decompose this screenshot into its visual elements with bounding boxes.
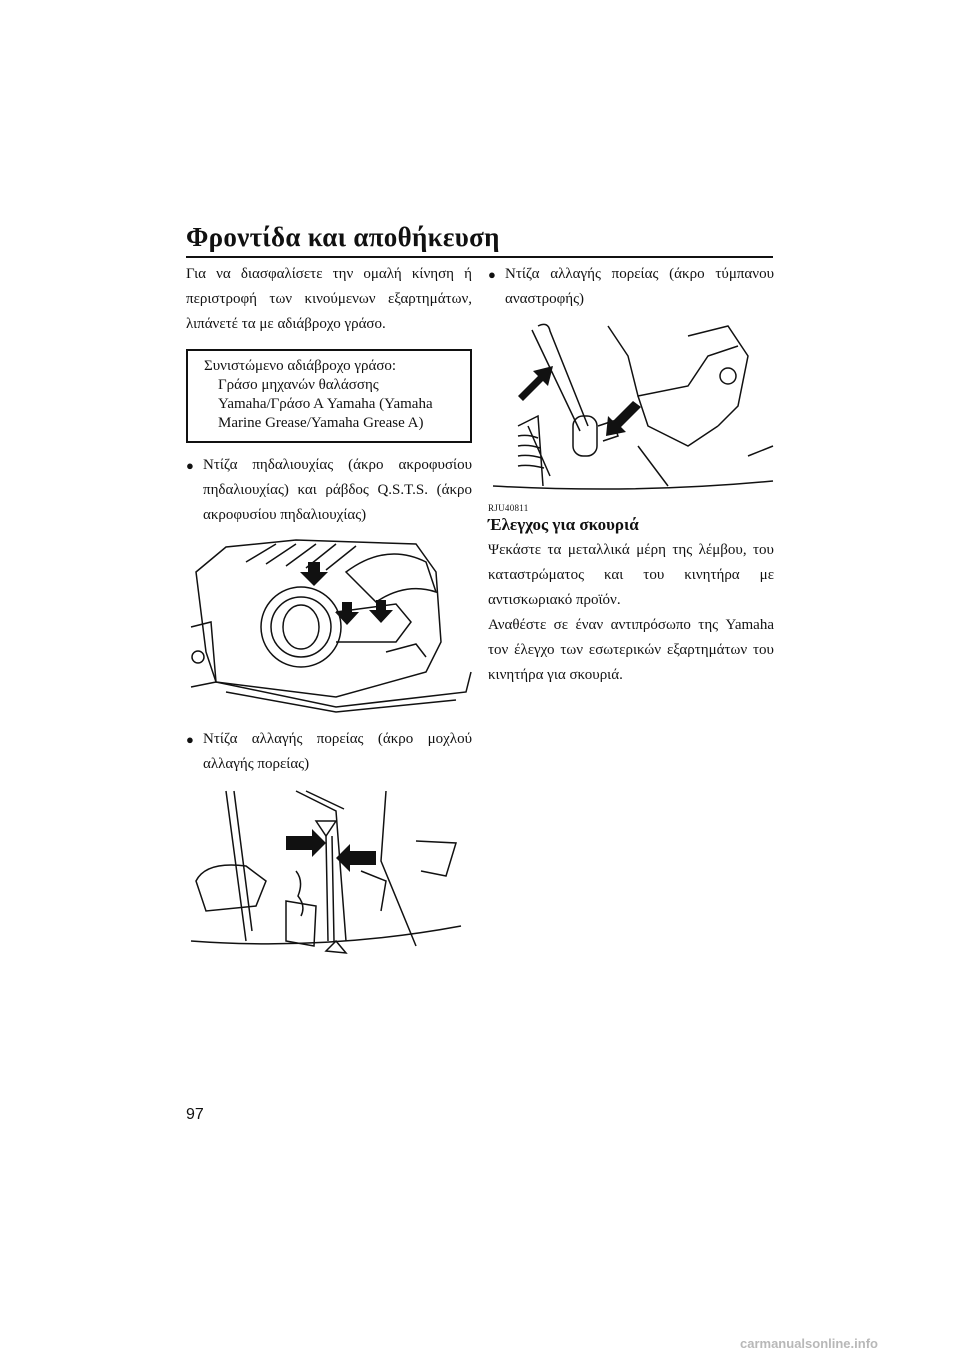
bullet-text: Ντίζα αλλαγής πορείας (άκρο τύμπανου αναστροφής): [505, 266, 774, 307]
nozzle-illustration: [186, 532, 472, 717]
list-item: [186, 453, 472, 528]
rust-paragraph: Ψεκάστε τα μεταλλικά μέρη της λέμβου, του καταστρώματος και του κινητήρα με αντισκωριακό προϊόν.: [488, 542, 774, 608]
right-column: [488, 262, 774, 688]
note-line: Γράσο μηχανών θαλάσσης: [218, 377, 379, 393]
reverse-drum-illustration: [488, 316, 774, 491]
note-heading: Συνιστώμενο αδιάβροχο γράσο:: [204, 358, 397, 374]
list-item: [186, 727, 472, 777]
site-watermark: carmanualsonline.info: [740, 1336, 878, 1351]
section-heading: Έλεγχος για σκουριά: [488, 515, 639, 534]
bullet-icon: ●: [186, 458, 194, 473]
page-title: Φροντίδα και αποθήκευση: [186, 222, 500, 252]
rust-paragraph: Αναθέστε σε έναν αντιπρόσωπο της Yamaha τον έλεγχο των εσωτερικών εξαρτημάτων του κινητήρα για σκουριά.: [488, 617, 774, 683]
shift-lever-illustration: [186, 781, 472, 956]
grease-note-box: [186, 349, 472, 443]
bullet-icon: ●: [488, 267, 496, 282]
bullet-text: Ντίζα πηδαλιουχίας (άκρο ακροφυσίου πηδαλιουχίας) και ράβδος Q.S.T.S. (άκρο ακροφυσίου πηδαλιουχίας): [203, 457, 472, 523]
page-number: 97: [186, 1106, 204, 1123]
left-column: [186, 262, 472, 956]
bullet-icon: ●: [186, 732, 194, 747]
list-item: [488, 262, 774, 312]
bullet-text: Ντίζα αλλαγής πορείας (άκρο μοχλού αλλαγής πορείας): [203, 731, 472, 772]
header-divider: [186, 256, 773, 258]
intro-paragraph: Για να διασφαλίσετε την ομαλή κίνηση ή περιστροφή των κινούμενων εξαρτημάτων, λιπάνετέ τα με αδιάβροχο γράσο.: [186, 266, 472, 332]
note-line: Yamaha/Γράσο Α Yamaha (Yamaha: [218, 396, 433, 412]
note-line: Marine Grease/Yamaha Grease A): [218, 415, 424, 431]
reference-code: RJU40811: [488, 503, 529, 513]
